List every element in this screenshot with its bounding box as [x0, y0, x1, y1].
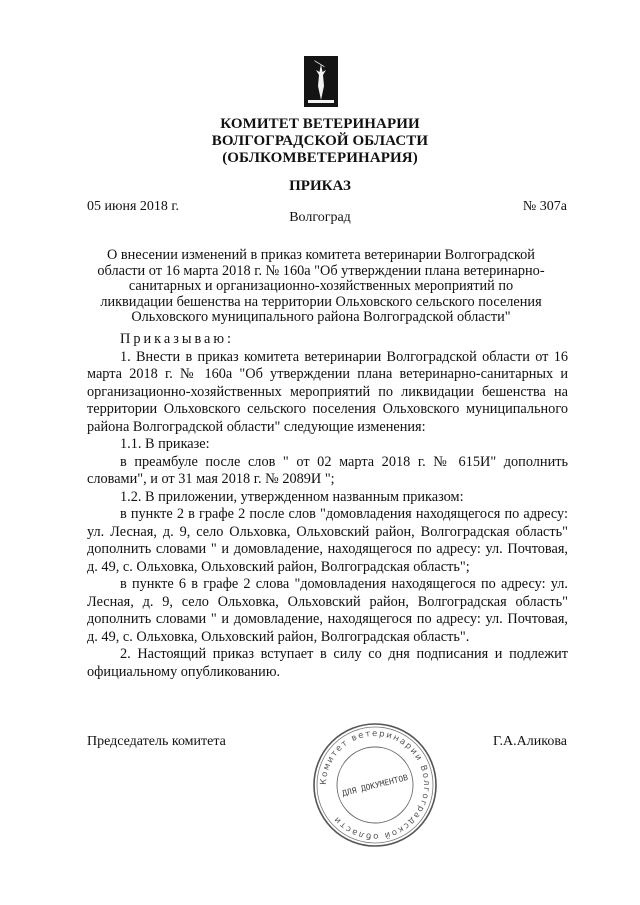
emblem-icon — [304, 56, 338, 107]
coat-of-arms-emblem — [304, 56, 338, 107]
paragraph-1: 1. Внести в приказ комитета ветеринарии Волгоградской области от 16 марта 2018 г. № 160а "Об утверждении плана ветеринарно-санитарных и организационно-хозяйственных мероприятий по ликвидации бешенства на территории Ольховского сельского поселения Ольховского муниципального района Волгоградской области" следующие изменения: — [87, 348, 568, 435]
paragraph-1-2-b: в пункте 6 в графе 2 слова "домовладения находящегося по адресу: ул. Лесная, д. 9, село Ольховка, Ольховский район, Волгоградская область" дополнить словами " и домовладение, находящегося по адресу: ул. Почтовая, д. 49, с. Ольховка, Ольховский район, Волгоградская область". — [87, 576, 568, 645]
signatory-position: Председатель комитета — [87, 734, 226, 749]
signatory-name: Г.А.Аликова — [493, 734, 567, 749]
org-name-line-1: КОМИТЕТ ВЕТЕРИНАРИИ — [220, 116, 420, 132]
orders-word: Приказываю: — [120, 331, 235, 347]
paragraph-2: 2. Настоящий приказ вступает в силу со дня подписания и подлежит официальному опубликованию. — [87, 646, 568, 680]
stamp-ring-text: Комитет ветеринарии Волгоградской области — [318, 728, 432, 842]
org-name-line-2: ВОЛГОГРАДСКОЙ ОБЛАСТИ — [211, 133, 429, 149]
stamp-center-text: ДЛЯ ДОКУМЕНТОВ — [341, 772, 409, 799]
paragraph-1-1: 1.1. В приказе: — [120, 436, 210, 452]
document-title: О внесении изменений в приказ комитета ветеринарии Волгоградской области от 16 марта 2018 г. № 160а "Об утверждении плана ветеринарно-санитарных и организационно-хозяйственных мероприятий по ликвидации бешенства на территории Ольховского сельского поселения Ольховского муниципального района Волгоградской области" — [97, 247, 545, 325]
official-stamp — [310, 720, 440, 850]
stamp-seal-icon — [310, 720, 440, 850]
paragraph-1-2-a: в пункте 2 в графе 2 после слов "домовладения находящегося по адресу: ул. Лесная, д. 9, село Ольховка, Ольховский район, Волгоградская область" дополнить словами " и домовладение, находящегося по адресу: ул. Почтовая, д. 49, с. Ольховка, Ольховский район, Волгоградская область"; — [87, 506, 568, 575]
document-type: ПРИКАЗ — [289, 178, 351, 194]
paragraph-1-1-a: в преамбуле после слов " от 02 марта 2018 г. № 615И" дополнить словами", и от 31 мая 2018 г. № 2089И "; — [87, 453, 568, 487]
org-name-line-3: (ОБЛКОМВЕТЕРИНАРИЯ) — [222, 150, 418, 166]
paragraph-1-2: 1.2. В приложении, утвержденном названным приказом: — [120, 488, 464, 505]
document-city: Волгоград — [289, 210, 351, 225]
document-date: 05 июня 2018 г. — [87, 199, 180, 214]
document-body — [87, 331, 568, 681]
document-number: № 307а — [522, 199, 567, 214]
